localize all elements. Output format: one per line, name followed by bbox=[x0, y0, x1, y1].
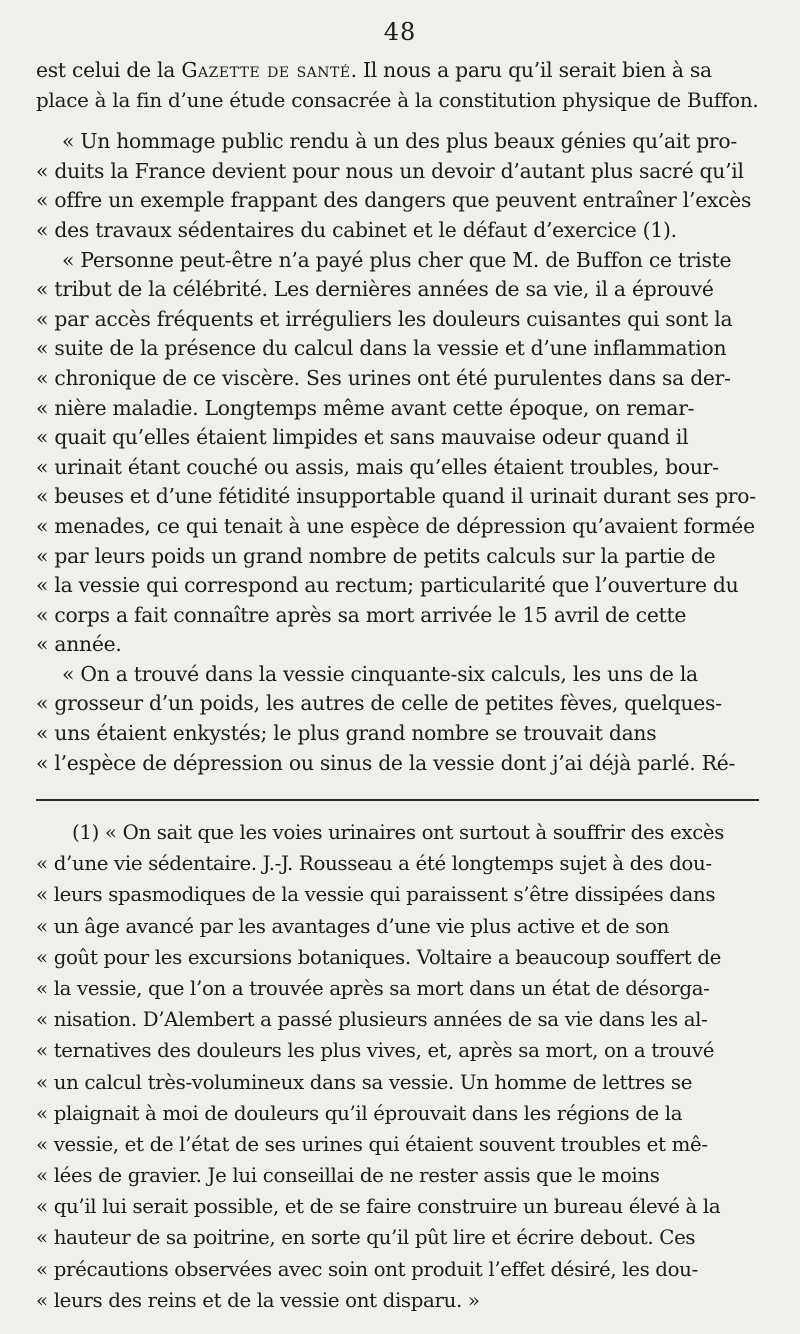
page-number: 48 bbox=[383, 18, 417, 46]
quotation-line: « corps a fait connaître après sa mort arrivée le 15 avril de cette bbox=[36, 602, 687, 627]
footnote-line: « nisation. D’Alembert a passé plusieurs années de sa vie dans les al- bbox=[36, 1008, 708, 1032]
quotation-line: « On a trouvé dans la vessie cinquante-six calculs, les uns de la bbox=[62, 661, 698, 686]
quotation-line: « grosseur d’un poids, les autres de celle de petites fèves, quelques- bbox=[36, 691, 722, 716]
footnote-line: « précautions observées avec soin ont produit l’effet désiré, les dou- bbox=[36, 1257, 698, 1281]
quotation-line: « l’espèce de dépression ou sinus de la vessie dont j’ai déjà parlé. Ré- bbox=[36, 750, 736, 775]
footnote-line: « vessie, et de l’état de ses urines qui étaient souvent troubles et mê- bbox=[36, 1132, 708, 1156]
quotation-line: « Personne peut-être n’a payé plus cher que M. de Buffon ce triste bbox=[62, 247, 732, 272]
footnote-line: « plaignait à moi de douleurs qu’il éprouvait dans les régions de la bbox=[36, 1101, 683, 1125]
footnote bbox=[36, 817, 760, 1316]
footnote-line: « leurs spasmodiques de la vessie qui paraissent s’être dissipées dans bbox=[36, 883, 716, 907]
journal-title: Gazette de santé bbox=[181, 58, 351, 82]
intro-line: place à la fin d’une étude consacrée à la constitution physique de Buffon. bbox=[36, 88, 758, 112]
footnote-separator bbox=[36, 799, 759, 801]
footnote-line: « ternatives des douleurs les plus vives, et, après sa mort, on a trouvé bbox=[36, 1039, 715, 1063]
quotation-line: « nière maladie. Longtemps même avant cette époque, on remar- bbox=[36, 395, 695, 420]
quotation-line: « menades, ce qui tenait à une espèce de dépression qu’avaient formée bbox=[36, 513, 755, 538]
quotation-line: « des travaux sédentaires du cabinet et le défaut d’exercice (1). bbox=[36, 217, 677, 242]
footnote-line: « la vessie, que l’on a trouvée après sa mort dans un état de désorga- bbox=[36, 976, 710, 1000]
footnote-line: (1) « On sait que les voies urinaires ont surtout à souffrir des excès bbox=[72, 821, 725, 844]
main-text bbox=[36, 56, 758, 778]
footnote-line: « qu’il lui serait possible, et de se faire construire un bureau élevé à la bbox=[36, 1195, 721, 1219]
quotation-line: « suite de la présence du calcul dans la vessie et d’une inflammation bbox=[36, 336, 727, 361]
footnote-line: « d’une vie sédentaire. J.-J. Rousseau a été longtemps sujet à des dou- bbox=[36, 852, 712, 876]
quotation bbox=[36, 127, 758, 778]
quotation-line: « quait qu’elles étaient limpides et sans mauvaise odeur quand il bbox=[36, 425, 689, 450]
footnote-line: « goût pour les excursions botaniques. Voltaire a beaucoup souffert de bbox=[36, 945, 721, 969]
quotation-line: « Un hommage public rendu à un des plus beaux génies qu’ait pro- bbox=[62, 129, 737, 154]
quotation-line: « uns étaient enkystés; le plus grand nombre se trouvait dans bbox=[36, 721, 657, 746]
quotation-line: « chronique de ce viscère. Ses urines ont été purulentes dans sa der- bbox=[36, 365, 731, 390]
quotation-line: « année. bbox=[36, 632, 122, 657]
quotation-line: « beuses et d’une fétidité insupportable quand il urinait durant ses pro- bbox=[36, 484, 756, 509]
footnote-line: « un âge avancé par les avantages d’une vie plus active et de son bbox=[36, 914, 669, 938]
quotation-line: « tribut de la célébrité. Les dernières années de sa vie, il a éprouvé bbox=[36, 277, 714, 302]
footnote-line: « leurs des reins et de la vessie ont disparu. » bbox=[36, 1288, 480, 1312]
quotation-line: « par accès fréquents et irréguliers les douleurs cuisantes qui sont la bbox=[36, 306, 733, 331]
footnote-line: « un calcul très-volumineux dans sa vessie. Un homme de lettres se bbox=[36, 1070, 693, 1094]
quotation-line: « duits la France devient pour nous un devoir d’autant plus sacré qu’il bbox=[36, 158, 744, 183]
quotation-line: « la vessie qui correspond au rectum; particularité que l’ouverture du bbox=[36, 573, 739, 598]
quotation-line: « offre un exemple frappant des dangers que peuvent entraîner l’excès bbox=[36, 188, 752, 213]
intro-line: est celui de la Gazette de santé. Il nous a paru qu’il serait bien à sa bbox=[36, 58, 712, 82]
footnote-line: « lées de gravier. Je lui conseillai de ne rester assis que le moins bbox=[36, 1164, 660, 1188]
quotation-line: « par leurs poids un grand nombre de petits calculs sur la partie de bbox=[36, 543, 716, 568]
quotation-line: « urinait étant couché ou assis, mais qu’elles étaient troubles, bour- bbox=[36, 454, 719, 479]
footnote-line: « hauteur de sa poitrine, en sorte qu’il pût lire et écrire debout. Ces bbox=[36, 1226, 696, 1250]
